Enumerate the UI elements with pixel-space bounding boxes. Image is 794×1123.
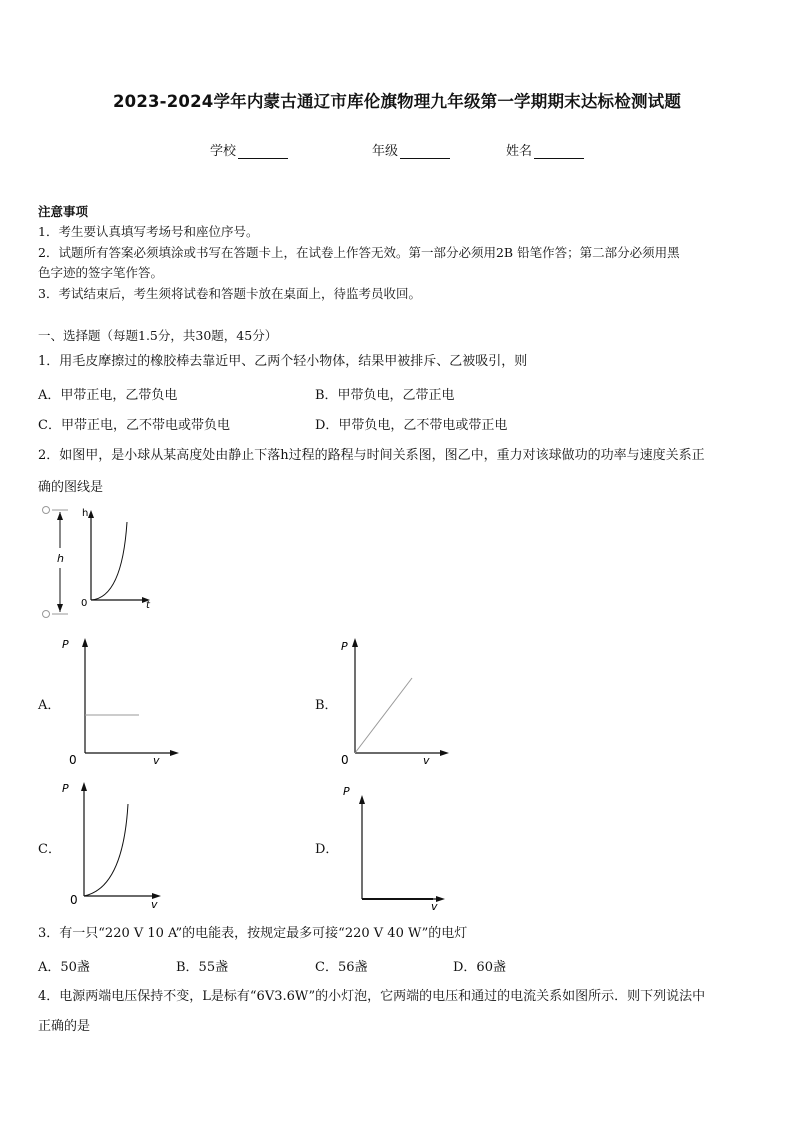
fig-axis-h: h [82, 508, 89, 519]
fig-origin: 0 [81, 598, 88, 609]
q3-option-a[interactable]: A．50盏 [38, 960, 90, 975]
school-field[interactable]: 学校 [210, 140, 288, 159]
q1-option-c[interactable]: C．甲带正电，乙不带电或带负电 [38, 418, 230, 433]
origin-label: 0 [69, 753, 77, 767]
q2-option-b-graph[interactable] [325, 632, 455, 772]
q2-option-d[interactable]: D． [315, 842, 339, 857]
q2-stem-line1: 2．如图甲，是小球从某高度处由静止下落h过程的路程与时间关系图，图乙中，重力对该球做功的功率与速度关系正 [38, 448, 705, 463]
note-item-3: 3．考试结束后，考生须将试卷和答题卡放在桌面上，待监考员收回。 [38, 286, 421, 301]
note-item-2-cont: 色字迹的签字笔作答。 [38, 265, 164, 280]
q2-stem-line2: 确的图线是 [38, 480, 104, 495]
axis-p-label: P [62, 782, 69, 795]
axis-v-label: v [431, 900, 438, 913]
fig-height-label: h [57, 552, 64, 565]
name-field[interactable]: 姓名 [506, 140, 584, 159]
axis-p-label: P [343, 785, 350, 798]
axis-p-label: P [62, 638, 69, 651]
page-title: 2023-2024学年内蒙古通辽市库伦旗物理九年级第一学期期末达标检测试题 [112, 92, 682, 111]
axis-v-label: v [151, 898, 158, 911]
q3-option-d[interactable]: D．60盏 [453, 960, 506, 975]
q2-option-b[interactable]: B． [315, 698, 338, 713]
q2-figure-distance-time [34, 500, 164, 625]
note-item-2: 2．试题所有答案必须填涂或书写在答题卡上，在试卷上作答无效。第一部分必须用2B 铅笔作答；第二部分必须用黑 [38, 245, 680, 260]
q3-option-b[interactable]: B．55盏 [176, 960, 229, 975]
origin-label: 0 [70, 893, 78, 907]
q2-option-c-graph[interactable] [55, 776, 185, 916]
q2-option-c[interactable]: C． [38, 842, 61, 857]
section-heading: 一、选择题（每题1.5分，共30题，45分） [38, 328, 278, 343]
grade-field[interactable]: 年级 [372, 140, 450, 159]
note-item-1: 1．考生要认真填写考场号和座位序号。 [38, 224, 259, 239]
q1-option-a[interactable]: A．甲带正电，乙带负电 [38, 388, 178, 403]
fig-axis-t: t [146, 600, 150, 611]
q3-stem: 3．有一只“220 V 10 A”的电能表，按规定最多可接“220 V 40 W”的电灯 [38, 926, 468, 941]
origin-label: 0 [341, 753, 349, 767]
q1-stem: 1．用毛皮摩擦过的橡胶棒去靠近甲、乙两个轻小物体，结果甲被排斥、乙被吸引，则 [38, 354, 528, 369]
axis-v-label: v [153, 754, 160, 767]
q4-stem-line1: 4．电源两端电压保持不变，L是标有“6V3.6W”的小灯泡，它两端的电压和通过的电流关系如图所示．则下列说法中 [38, 989, 706, 1004]
axis-p-label: P [341, 640, 348, 653]
q2-option-d-graph[interactable] [325, 776, 455, 916]
q4-stem-line2: 正确的是 [38, 1019, 91, 1034]
q1-option-b[interactable]: B．甲带负电，乙带正电 [315, 388, 455, 403]
q2-option-a[interactable]: A． [38, 698, 61, 713]
q3-option-c[interactable]: C．56盏 [315, 960, 368, 975]
axis-v-label: v [423, 754, 430, 767]
q2-option-a-graph[interactable] [55, 632, 185, 772]
q1-option-d[interactable]: D．甲带负电，乙不带电或带正电 [315, 418, 508, 433]
notes-heading: 注意事项 [38, 204, 89, 219]
